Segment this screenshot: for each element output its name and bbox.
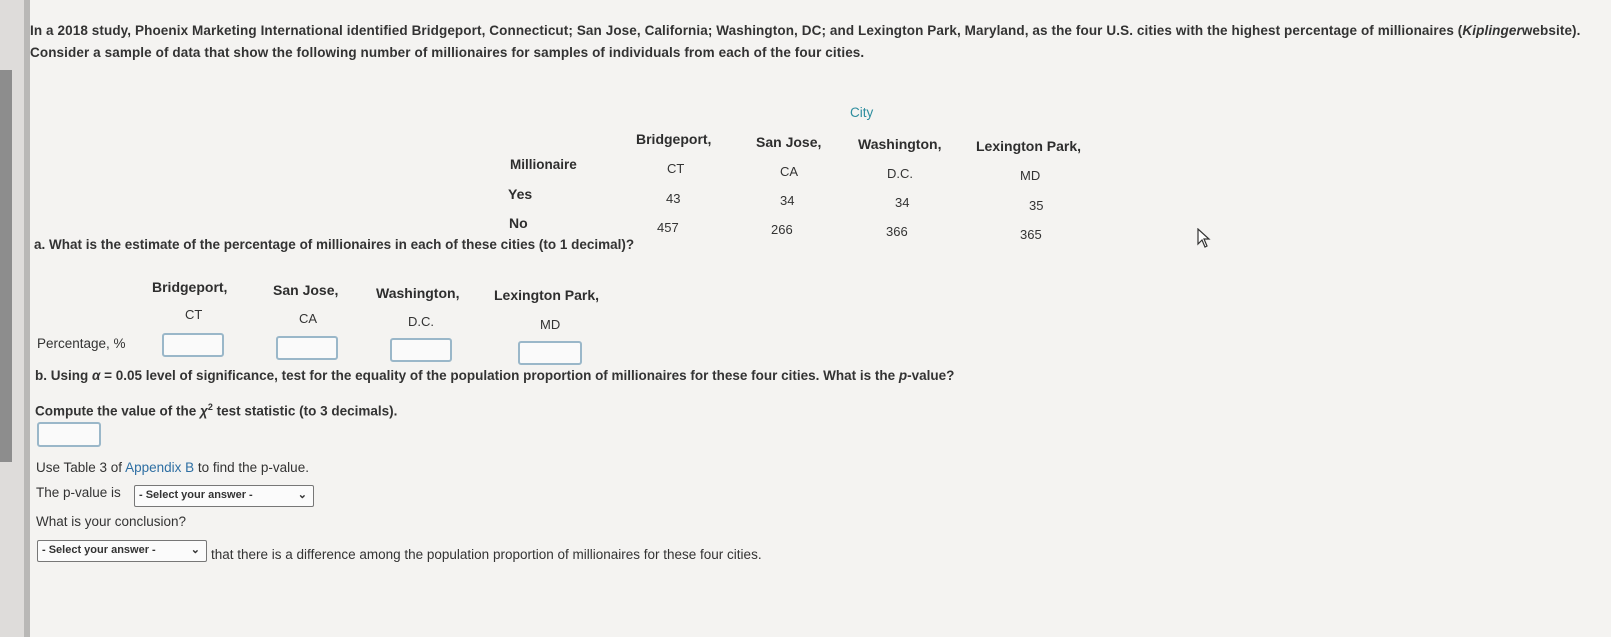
appendix-link[interactable]: Appendix B — [125, 460, 195, 475]
part-a-col-washington: Washington, — [376, 285, 460, 301]
cell-yes-dc: 34 — [895, 195, 910, 210]
city-group-header: City — [850, 105, 874, 120]
scrollbar[interactable] — [0, 70, 12, 462]
chevron-down-icon: ⌄ — [297, 489, 307, 501]
use-table-instruction — [36, 460, 309, 475]
row-label-no: No — [509, 215, 528, 231]
cell-no-md: 365 — [1020, 227, 1042, 242]
part-a-col-lexington: Lexington Park, — [494, 287, 600, 303]
percentage-input-bridgeport[interactable] — [162, 333, 224, 357]
percentage-input-washington[interactable] — [390, 338, 452, 362]
intro-text-2: website). Consider a sample of data that show the following number of millionaires for samples of individuals from each of the four cities. — [30, 23, 1581, 60]
percentage-input-lexington[interactable] — [518, 341, 582, 365]
part-a-sub-dc: D.C. — [408, 314, 434, 329]
part-a-col-bridgeport: Bridgeport, — [152, 279, 228, 295]
question-panel — [30, 0, 1611, 637]
intro-text: In a 2018 study, Phoenix Marketing International identified Bridgeport, Connecticut; San Jose, California; Washington, DC; and Lexington Park, Maryland, as the four U.S. cities with the highest percentage of millionaires ( — [30, 23, 1463, 38]
percentage-row-label: Percentage, % — [37, 336, 126, 351]
pvalue-select[interactable] — [134, 485, 314, 507]
row-label-yes: Yes — [508, 186, 533, 202]
part-a-sub-md: MD — [540, 317, 561, 332]
compute-text-1: Compute the value of the — [35, 403, 201, 419]
cell-yes-ct: 43 — [666, 191, 681, 206]
part-b-text-2: = 0.05 level of significance, test for the equality of the population proportion of millionaires for these four cities. What is the — [100, 368, 899, 383]
col-sub-dc: D.C. — [887, 166, 913, 181]
col-header-sanjose: San Jose, — [756, 134, 822, 150]
pvalue-label: The p-value is — [36, 485, 121, 500]
conclusion-select-value: - Select your answer - — [42, 544, 156, 556]
source-name: Kiplinger — [1462, 23, 1522, 38]
compute-statistic-prompt — [35, 402, 397, 419]
cell-no-ca: 266 — [771, 222, 793, 237]
intro-paragraph — [30, 20, 1590, 64]
part-a-question: a. What is the estimate of the percentage of millionaires in each of these cities (to 1 decimal)? — [34, 237, 635, 252]
col-sub-md: MD — [1020, 168, 1041, 183]
millionaire-row-header: Millionaire — [510, 157, 577, 172]
cell-no-dc: 366 — [886, 224, 908, 239]
col-sub-ct: CT — [667, 161, 685, 176]
p-letter: p — [898, 368, 908, 383]
chi-superscript: 2 — [207, 402, 213, 412]
col-header-washington: Washington, — [858, 136, 942, 152]
conclusion-question: What is your conclusion? — [36, 514, 187, 529]
col-header-lexington: Lexington Park, — [976, 138, 1082, 154]
conclusion-suffix: that there is a difference among the population proportion of millionaires for these four cities. — [211, 547, 762, 562]
col-header-bridgeport: Bridgeport, — [636, 131, 712, 147]
part-b-text-3: -value? — [907, 368, 955, 383]
alpha-symbol: α — [92, 368, 101, 383]
cell-yes-ca: 34 — [780, 193, 795, 208]
chi-square-input[interactable] — [37, 422, 101, 447]
part-a-sub-ca: CA — [299, 311, 318, 326]
col-sub-ca: CA — [780, 164, 799, 179]
part-a-col-sanjose: San Jose, — [273, 282, 339, 298]
part-a-sub-ct: CT — [185, 307, 203, 322]
use-table-text-1: Use Table 3 of — [36, 460, 126, 475]
conclusion-select[interactable] — [37, 540, 207, 562]
compute-text-2: test statistic (to 3 decimals). — [212, 403, 398, 419]
chi-symbol: χ — [200, 403, 208, 419]
use-table-text-2: to find the p-value. — [194, 460, 309, 475]
percentage-input-sanjose[interactable] — [276, 336, 338, 360]
chevron-down-icon: ⌄ — [190, 544, 200, 556]
cell-yes-md: 35 — [1029, 198, 1044, 213]
cell-no-ct: 457 — [657, 220, 679, 235]
part-b-text-1: b. Using — [35, 368, 92, 383]
part-b-question — [35, 368, 954, 383]
mouse-pointer-icon — [1197, 228, 1211, 248]
pvalue-select-value: - Select your answer - — [139, 489, 253, 501]
